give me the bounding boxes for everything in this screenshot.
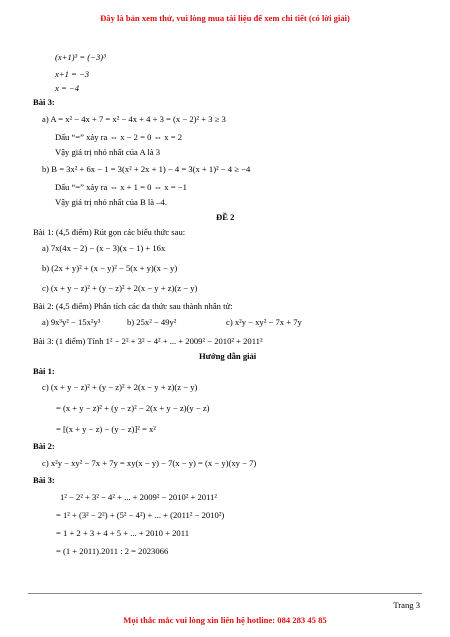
footer-banner: Mọi thắc mắc vui lòng xin liên hệ hotline: 084 283 45 85 xyxy=(123,615,327,625)
equation-line: = (x + y − z)² + (y − z)² − 2(x + y − z)(y − z) xyxy=(56,403,210,413)
equation-line: c) (x + y − z)² + (y − z)² + 2(x − y + z)(z − y) xyxy=(42,382,198,392)
footer-divider xyxy=(28,593,422,594)
equation-line: b) 25x² − 49y² xyxy=(127,317,177,327)
equation-line: c) x²y − xy² − 7x + 7y = xy(x − y) − 7(x − y) = (x − y)(xy − 7) xyxy=(42,458,257,468)
section-heading: Bài 3: xyxy=(33,97,55,107)
text-line: Dấu “=” xảy ra ⇔ x − 2 = 0 ⇔ x = 2 xyxy=(55,132,183,142)
equation-line: 1² − 2² + 3² − 4² + ... + 2009² − 2010² + 2011² xyxy=(60,492,217,502)
equation-line: c) x²y − xy² − 7x + 7y xyxy=(226,317,302,327)
equation-line: c) (x + y − z)² + (y − z)² + 2(x − y + z)(z − y) xyxy=(42,283,198,293)
section-heading: Bài 2: xyxy=(33,441,55,451)
equation-line: = 1² + (3² − 2²) + (5² − 4²) + ... + (2011² − 2010²) xyxy=(56,510,225,520)
text-line: Dấu “=” xảy ra ⇔ x + 1 = 0 ⇔ x = −1 xyxy=(55,182,187,192)
section-heading: Bài 3: xyxy=(33,475,55,485)
equation-line: (x+1)³ = (−3)³ xyxy=(55,52,106,62)
equation-line: = [(x + y − z) − (y − z)]² = x² xyxy=(56,424,156,434)
header-banner: Đây là bản xem thử, vui lòng mua tài liệu để xem chi tiết (có lời giải) xyxy=(100,13,350,23)
equation-line: b) B = 3x² + 6x − 1 = 3(x² + 2x + 1) − 4 = 3(x + 1)² − 4 ≥ −4 xyxy=(42,164,251,174)
equation-line: x+1 = −3 xyxy=(55,69,90,79)
exam-title: ĐỀ 2 xyxy=(216,212,235,222)
equation-line: = (1 + 2011).2011 : 2 = 2023066 xyxy=(56,546,169,556)
solution-title: Hướng dẫn giải xyxy=(199,351,257,361)
section-heading: Bài 1: xyxy=(33,366,55,376)
exercise-heading: Bài 1: (4,5 điểm) Rút gọn các biểu thức sau: xyxy=(33,227,186,237)
equation-line: a) 9x³y² − 15x²y³ xyxy=(42,317,101,327)
exercise-heading: Bài 3: (1 điểm) Tính 1² − 2² + 3² − 4² + ... + 2009² − 2010² + 2011² xyxy=(33,336,263,346)
equation-line: x = −4 xyxy=(55,83,80,93)
equation-line: = 1 + 2 + 3 + 4 + 5 + ... + 2010 + 2011 xyxy=(56,528,189,538)
text-line: Vậy giá trị nhỏ nhất của B là –4. xyxy=(55,197,167,207)
equation-line: a) 7x(4x − 2) − (x − 3)(x − 1) + 16x xyxy=(42,243,166,253)
text-line: Vậy giá trị nhỏ nhất của A là 3 xyxy=(55,147,161,157)
exercise-heading: Bài 2: (4,5 điểm) Phân tích các đa thức sau thành nhân tử: xyxy=(33,301,233,311)
equation-line: a) A = x² − 4x + 7 = x² − 4x + 4 + 3 = (x − 2)² + 3 ≥ 3 xyxy=(42,114,226,124)
equation-line: b) (2x + y)² + (x − y)² − 5(x + y)(x − y) xyxy=(42,263,178,273)
page-number: Trang 3 xyxy=(393,600,420,610)
